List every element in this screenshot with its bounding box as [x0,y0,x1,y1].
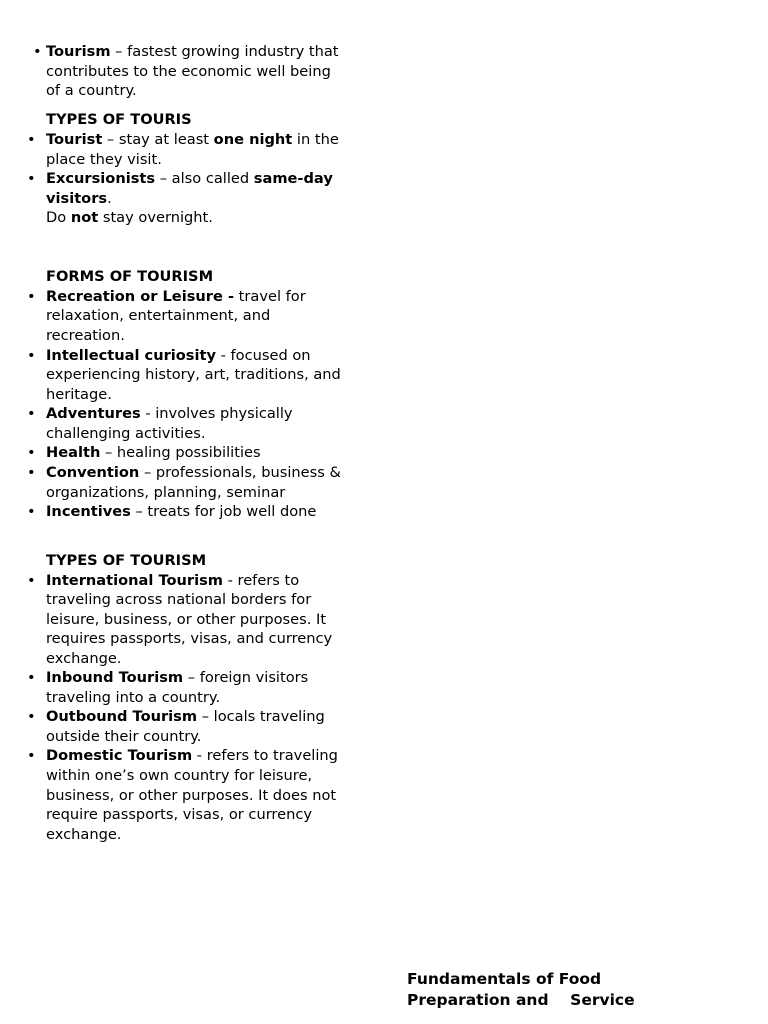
footer-title-line-1: Fundamentals of Food [407,970,602,988]
excursionists-line-2-bold: visitors [46,190,108,207]
types-item-2-term: Inbound Tourism [46,669,184,686]
types-item-3-term: Outbound Tourism [46,708,198,725]
bullet-icon: • [27,572,36,589]
types-item-2-rest: – foreign visitors [183,669,309,686]
types-item-1-line-2: traveling across national borders for [46,591,312,608]
footer-title-line-2: Preparation and Service [407,991,635,1009]
forms-item-3-rest: - involves physically [140,405,293,422]
intro-term: Tourism [46,43,111,60]
forms-item-6-rest: – treats for job well done [130,503,317,520]
excursionists-line-3-c: stay overnight. [98,209,213,226]
bullet-icon: • [27,131,36,148]
forms-item-1-term: Recreation or Leisure - [46,288,235,305]
types-item-3-line-2: outside their country. [46,728,202,745]
intro-sep: – [110,43,128,60]
bullet-icon: • [33,43,42,60]
types-item-1-term: International Tourism [46,572,223,589]
bullet-icon: • [27,288,36,305]
types-item-4-line-2: within one’s own country for leisure, [46,767,313,784]
bullet-icon: • [27,405,36,422]
tourist-text-a: – stay at least [102,131,214,148]
forms-item-5-line-1 [46,463,341,482]
types-heading: TYPES OF TOURISM [46,552,207,569]
types-item-4-term: Domestic Tourism [46,747,193,764]
forms-item-2-line-1 [46,346,311,365]
excursionists-line-2-end: . [107,190,112,207]
forms-item-1-rest: travel for [234,288,306,305]
types-item-3-line-1 [46,707,325,726]
tourist-line-2: place they visit. [46,151,162,168]
forms-item-1-line-3: recreation. [46,327,125,344]
excursionists-line-2 [46,189,112,208]
tourist-text-b: one night [213,131,293,148]
bullet-icon: • [27,669,36,686]
types-item-3-rest: – locals traveling [197,708,325,725]
bullet-icon: • [27,503,36,520]
forms-item-5-rest: – professionals, business & [139,464,341,481]
bullet-icon: • [27,747,36,764]
forms-item-4-rest: – healing possibilities [100,444,261,461]
forms-item-5-term: Convention [46,464,140,481]
tourist-term: Tourist [46,131,103,148]
excursionists-line-3 [46,208,213,227]
forms-item-2-line-2: experiencing history, art, traditions, and [46,366,341,383]
intro-line-1 [46,42,339,61]
bullet-icon: • [27,708,36,725]
bullet-icon: • [27,347,36,364]
types-touris-heading: TYPES OF TOURIS [46,111,192,128]
types-item-4-line-5: exchange. [46,826,122,843]
bullet-icon: • [27,444,36,461]
forms-item-5-line-2: organizations, planning, seminar [46,484,286,501]
types-item-2-line-1 [46,668,308,687]
forms-item-4-term: Health [46,444,101,461]
types-item-4-rest: - refers to traveling [192,747,338,764]
forms-item-2-rest: - focused on [216,347,311,364]
types-item-4-line-3: business, or other purposes. It does not [46,787,337,804]
excursionists-text-b: same-day [253,170,333,187]
types-item-2-line-2: traveling into a country. [46,689,221,706]
types-item-1-line-3: leisure, business, or other purposes. It [46,611,327,628]
forms-item-4-line-1 [46,443,261,462]
forms-item-1-line-2: relaxation, entertainment, and [46,307,271,324]
forms-item-3-line-1 [46,404,293,423]
forms-item-6-line-1 [46,502,316,521]
types-item-1-line-1 [46,571,299,590]
intro-line-2: contributes to the economic well being [46,63,331,80]
forms-item-2-line-3: heritage. [46,386,112,403]
excursionists-line-3-a: Do [46,209,71,226]
forms-item-3-term: Adventures [46,405,141,422]
excursionists-line-3-b: not [70,209,99,226]
intro-text-1: fastest growing industry that [127,43,339,60]
bullet-icon: • [27,170,36,187]
types-item-1-line-5: exchange. [46,650,122,667]
types-item-4-line-1 [46,746,338,765]
intro-line-3: of a country. [46,82,137,99]
forms-item-6-term: Incentives [46,503,131,520]
types-item-4-line-4: require passports, visas, or currency [46,806,313,823]
bullet-icon: • [27,464,36,481]
excursionists-term: Excursionists [46,170,156,187]
forms-item-1-line-1 [46,287,306,306]
forms-item-3-line-2: challenging activities. [46,425,206,442]
types-item-1-rest: - refers to [222,572,300,589]
forms-heading: FORMS OF TOURISM [46,268,214,285]
tourist-text-c: in the [292,131,339,148]
excursionists-text-a: – also called [155,170,254,187]
excursionists-line-1 [46,169,333,188]
types-item-1-line-4: requires passports, visas, and currency [46,630,333,647]
forms-item-2-term: Intellectual curiosity [46,347,216,364]
tourist-line-1 [46,130,339,149]
